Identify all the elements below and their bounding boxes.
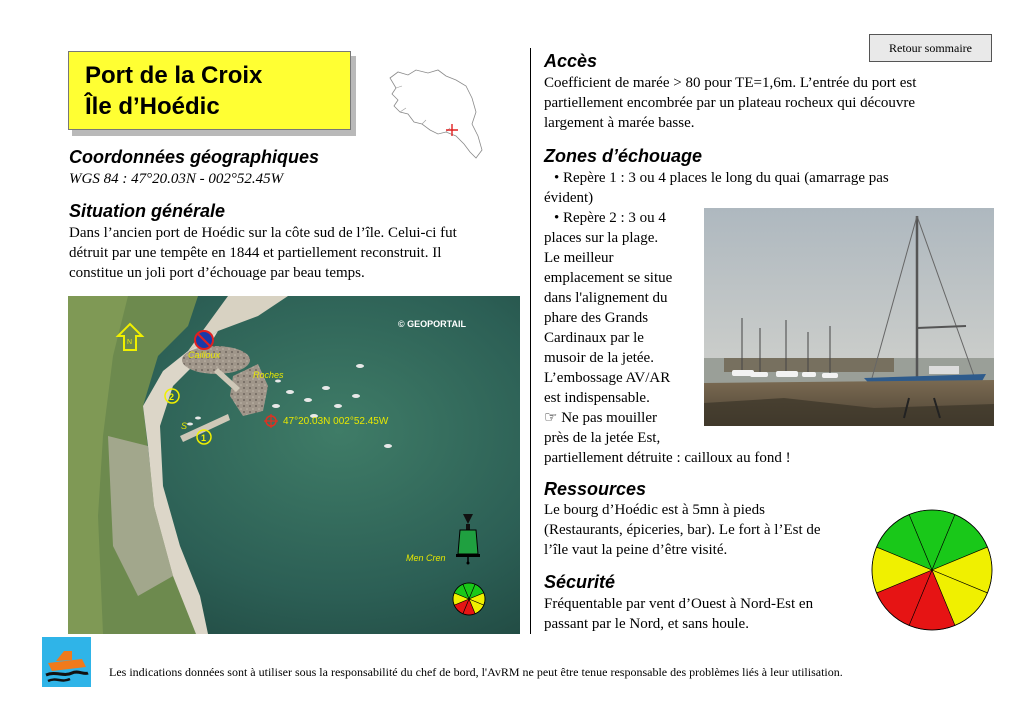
zones-detail-line: places sur la plage. xyxy=(544,230,659,246)
securite-line: Fréquentable par vent d’Ouest à Nord-Est en xyxy=(544,596,814,612)
acces-line: largement à marée basse. xyxy=(544,115,695,131)
situation-line: détruit par une tempête en 1844 et partiellement reconstruit. Il xyxy=(69,245,442,261)
label-coordinates: 47°20.03N 002°52.45W xyxy=(283,416,389,427)
acces-line: Coefficient de marée > 80 pour TE=1,6m. L’entrée du port est xyxy=(544,75,917,91)
zones-detail xyxy=(544,208,704,448)
label-s: S xyxy=(181,421,188,431)
avrm-logo xyxy=(42,637,91,687)
photo-credit: © GEOPORTAIL xyxy=(398,319,466,329)
zones-line: évident) xyxy=(544,190,594,206)
svg-text:1: 1 xyxy=(201,433,207,443)
ressources-line: Le bourg d’Hoédic est à 5mn à pieds xyxy=(544,502,765,518)
zones-heading: Zones d’échouage xyxy=(544,146,703,166)
ressources-heading: Ressources xyxy=(544,479,647,499)
page-title xyxy=(68,51,351,130)
title-island: Île d’Hoédic xyxy=(85,93,220,120)
situation-line: constitue un joli port d’échouage par beau temps. xyxy=(69,265,365,281)
acces-line: partiellement encombrée par un plateau rocheux qui découvre xyxy=(544,95,916,111)
title-port: Port de la Croix xyxy=(85,62,263,89)
zones-detail-line: dans l'alignement du xyxy=(544,290,668,306)
zones-detail-line: Cardinaux par le xyxy=(544,330,644,346)
zones-detail-line: Le meilleur xyxy=(544,250,614,266)
situation-text xyxy=(69,223,524,283)
ressources-line: (Restaurants, épiceries, bar). Le fort à l’Est de xyxy=(544,522,821,538)
zones-detail-line: près de la jetée Est, xyxy=(544,430,661,446)
locator-map-icon xyxy=(386,64,486,162)
securite-text xyxy=(544,594,874,634)
situation-line: Dans l’ancien port de Hoédic sur la côte sud de l’île. Celui-ci fut xyxy=(69,225,457,241)
acces-heading: Accès xyxy=(544,51,598,71)
ressources-line: l’île vaut la peine d’être visité. xyxy=(544,542,728,558)
securite-heading: Sécurité xyxy=(544,572,616,592)
mini-wind-rose xyxy=(453,583,485,615)
zones-intro xyxy=(544,168,984,208)
zones-detail-line: ☞ Ne pas mouiller xyxy=(544,410,658,426)
no-mooring-sign-icon xyxy=(195,331,213,349)
zones-detail-line: L’embossage AV/AR xyxy=(544,370,671,386)
harbour-photo xyxy=(704,208,994,426)
wind-rose xyxy=(870,508,994,632)
zones-detail-line: musoir de la jetée. xyxy=(544,350,654,366)
zones-detail-line: emplacement se situe xyxy=(544,270,673,286)
coords-value: WGS 84 : 47°20.03N - 002°52.45W xyxy=(69,171,284,187)
zones-last-line: partiellement détruite : cailloux au fond ! xyxy=(544,450,791,466)
ressources-text xyxy=(544,500,874,560)
label-cailloux: Cailloux xyxy=(188,350,221,360)
securite-line: passant par le Nord, et sans houle. xyxy=(544,616,749,632)
coords-heading: Coordonnées géographiques xyxy=(69,147,320,167)
svg-text:N: N xyxy=(127,339,133,346)
acces-text xyxy=(544,73,984,133)
disclaimer: Les indications données sont à utiliser sous la responsabilité du chef de bord, l'AvRM ne peut être tenue responsable des problèmes liés à leur utilisation. xyxy=(109,665,843,679)
zones-detail-line: • Repère 2 : 3 ou 4 xyxy=(554,210,666,226)
zones-detail-line: est indispensable. xyxy=(544,390,650,406)
svg-text:2: 2 xyxy=(169,392,175,402)
label-roches: Roches xyxy=(253,370,284,380)
column-divider xyxy=(530,48,531,634)
zones-line: • Repère 1 : 3 ou 4 places le long du quai (amarrage pas xyxy=(554,170,889,186)
aerial-photo xyxy=(68,296,520,634)
situation-heading: Situation générale xyxy=(69,201,226,221)
zones-detail-line: phare des Grands xyxy=(544,310,649,326)
back-to-contents-button[interactable]: Retour sommaire xyxy=(869,34,992,62)
label-buoy: Men Cren xyxy=(406,553,446,563)
